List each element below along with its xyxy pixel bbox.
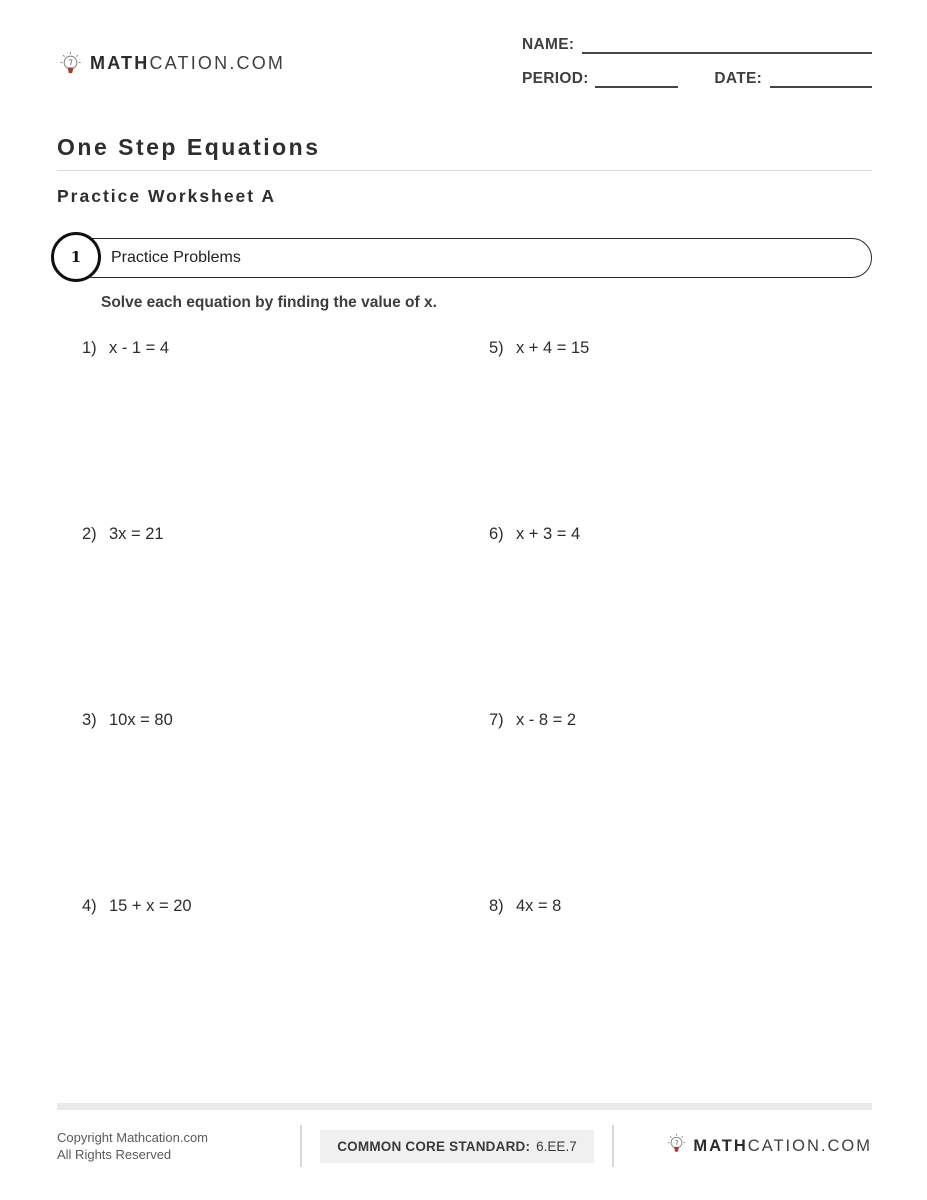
problem-5 — [489, 339, 872, 525]
problem-number: 8) — [488, 897, 504, 915]
problem-7 — [489, 711, 872, 897]
problem-number: 2) — [82, 525, 97, 543]
page-title: One Step Equations — [57, 134, 321, 160]
name-field-row — [522, 36, 872, 54]
date-label: DATE: — [714, 70, 763, 87]
standard-label: COMMON CORE STANDARD: — [337, 1138, 531, 1154]
problem-2 — [57, 525, 489, 711]
footer-mathcation-logo — [665, 1132, 872, 1160]
period-date-row — [522, 70, 872, 88]
equation: 10x = 80 — [109, 711, 173, 729]
equation: x + 3 = 4 — [515, 525, 581, 543]
problem-1 — [57, 339, 489, 525]
date-write-line — [770, 70, 872, 88]
footer-vertical-divider — [612, 1125, 615, 1167]
footer — [57, 1103, 872, 1167]
equation: 3x = 21 — [109, 525, 164, 543]
lightbulb-icon — [665, 1132, 688, 1160]
logo-wordmark: MATHCATION.COM — [693, 1136, 872, 1155]
section-title: Practice Problems — [111, 249, 241, 266]
worksheet-subtitle: Practice Worksheet A — [57, 186, 276, 206]
copyright-line-1: Copyright Mathcation.com — [57, 1130, 209, 1145]
student-fields — [522, 36, 872, 88]
problem-number: 7) — [488, 711, 504, 729]
equation: 15 + x = 20 — [109, 897, 192, 915]
mathcation-logo — [57, 50, 285, 77]
problem-3 — [57, 711, 489, 897]
footer-content — [57, 1125, 872, 1167]
period-write-line — [595, 70, 679, 88]
problems-grid — [57, 339, 872, 1083]
header — [57, 36, 872, 88]
name-label: NAME: — [522, 36, 575, 53]
logo-wordmark: MATHCATION.COM — [90, 53, 286, 73]
equation: 4x = 8 — [515, 897, 562, 915]
problem-4 — [57, 897, 489, 1083]
section-title-box — [72, 238, 872, 278]
equation: x - 1 = 4 — [109, 339, 170, 357]
section-number-badge: 1 — [51, 232, 101, 282]
footer-divider-bar — [57, 1103, 872, 1110]
equation: x + 4 = 15 — [515, 339, 590, 357]
copyright-text — [57, 1129, 291, 1163]
title-divider — [57, 170, 872, 171]
standard-value: 6.EE.7 — [536, 1138, 577, 1154]
problem-number: 6) — [488, 525, 504, 543]
name-write-line — [582, 36, 872, 54]
equation: x - 8 = 2 — [515, 711, 577, 729]
lightbulb-icon — [57, 50, 84, 77]
period-label: PERIOD: — [522, 70, 589, 87]
problem-number: 4) — [82, 897, 97, 915]
problem-8 — [489, 897, 872, 1083]
problem-6 — [489, 525, 872, 711]
copyright-line-2: All Rights Reserved — [57, 1147, 172, 1162]
problem-number: 1) — [82, 339, 97, 357]
common-core-standard-box — [320, 1130, 593, 1163]
section-instruction: Solve each equation by finding the value of x. — [101, 294, 437, 311]
footer-vertical-divider — [300, 1125, 303, 1167]
problem-number: 3) — [82, 711, 97, 729]
problem-number: 5) — [488, 339, 504, 357]
section-banner — [72, 238, 872, 278]
